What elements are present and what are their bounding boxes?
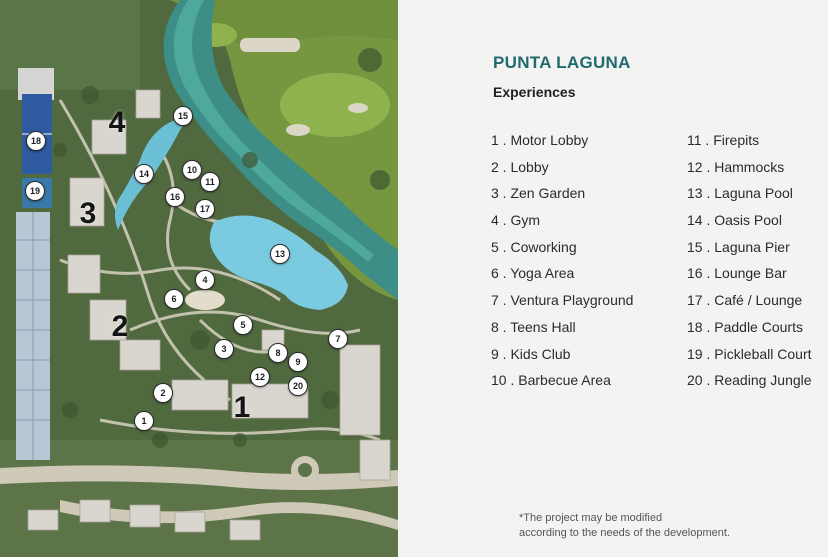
experiences-list-left	[491, 132, 633, 399]
experience-item-3	[491, 185, 633, 212]
page-title: PUNTA LAGUNA	[493, 53, 631, 72]
footnote-line-2: according to the needs of the development.	[519, 527, 730, 539]
experience-number: 1 .	[491, 132, 507, 148]
experience-label: Teens Hall	[510, 318, 576, 335]
experiences-list-right	[687, 132, 812, 399]
map-marker-8[interactable]: 8	[268, 343, 288, 363]
experience-item-13	[687, 185, 812, 212]
legend-panel	[398, 0, 828, 557]
experience-label: Lounge Bar	[714, 265, 787, 282]
experience-label: Zen Garden	[510, 185, 586, 202]
map-marker-16[interactable]: 16	[165, 187, 185, 207]
experience-number: 2 .	[491, 158, 507, 175]
experience-item-16	[687, 265, 812, 292]
experience-label: Café / Lounge	[714, 292, 803, 309]
experience-label: Yoga Area	[510, 265, 575, 282]
experience-label: Hammocks	[714, 158, 785, 175]
map-marker-10[interactable]: 10	[182, 160, 202, 180]
experience-item-11	[687, 132, 812, 159]
experience-label: Coworking	[510, 238, 577, 255]
map-marker-4[interactable]: 4	[195, 270, 215, 290]
experience-label: Paddle Courts	[714, 318, 803, 335]
experience-item-17	[687, 292, 812, 319]
map-marker-7[interactable]: 7	[328, 329, 348, 349]
map-marker-12[interactable]: 12	[250, 367, 270, 387]
map-marker-17[interactable]: 17	[195, 199, 215, 219]
experience-number: 15 .	[687, 238, 711, 255]
experience-number: 16 .	[687, 265, 711, 282]
experience-number: 6 .	[491, 265, 507, 282]
zone-label-3: 3	[79, 197, 97, 230]
experience-number: 10 .	[491, 372, 515, 389]
zone-label-1: 1	[233, 391, 251, 424]
site-map[interactable]	[0, 0, 398, 557]
experience-label: Motor Lobby	[510, 132, 589, 148]
experience-item-12	[687, 159, 812, 186]
experience-number: 12 .	[687, 158, 711, 175]
experience-number: 19 .	[687, 345, 711, 362]
experience-item-5	[491, 239, 633, 266]
experience-item-6	[491, 265, 633, 292]
experience-number: 5 .	[491, 238, 507, 255]
map-marker-13[interactable]: 13	[270, 244, 290, 264]
experience-label: Gym	[510, 212, 541, 229]
experience-item-10	[491, 372, 633, 399]
experience-label: Firepits	[713, 132, 760, 148]
experience-label: Laguna Pier	[714, 238, 790, 255]
experience-label: Reading Jungle	[714, 372, 812, 389]
map-marker-11[interactable]: 11	[200, 172, 220, 192]
map-marker-20[interactable]: 20	[288, 376, 308, 396]
zone-label-4: 4	[108, 106, 126, 139]
experience-item-19	[687, 346, 812, 373]
experience-number: 14 .	[687, 212, 711, 229]
experience-number: 3 .	[491, 185, 507, 202]
experience-number: 20 .	[687, 372, 711, 389]
experience-item-1	[491, 132, 633, 159]
experience-number: 11 .	[687, 132, 710, 148]
experience-item-14	[687, 212, 812, 239]
experience-label: Ventura Playground	[510, 292, 634, 309]
experience-number: 7 .	[491, 292, 507, 309]
experience-label: Laguna Pool	[714, 185, 793, 202]
disclaimer-footnote	[519, 511, 730, 541]
map-marker-2[interactable]: 2	[153, 383, 173, 403]
experience-number: 9 .	[491, 345, 507, 362]
experience-label: Pickleball Court	[714, 345, 812, 362]
experience-number: 13 .	[687, 185, 711, 202]
experience-item-4	[491, 212, 633, 239]
experience-item-8	[491, 319, 633, 346]
experience-item-15	[687, 239, 812, 266]
experience-label: Lobby	[510, 158, 549, 175]
experience-label: Kids Club	[510, 345, 571, 362]
experience-label: Barbecue Area	[518, 372, 611, 389]
map-marker-6[interactable]: 6	[164, 289, 184, 309]
experience-number: 18 .	[687, 318, 711, 335]
experience-item-18	[687, 319, 812, 346]
experience-number: 17 .	[687, 292, 711, 309]
map-marker-9[interactable]: 9	[288, 352, 308, 372]
experience-number: 8 .	[491, 318, 507, 335]
experience-item-20	[687, 372, 812, 399]
map-marker-18[interactable]: 18	[26, 131, 46, 151]
experience-item-7	[491, 292, 633, 319]
map-marker-19[interactable]: 19	[25, 181, 45, 201]
map-marker-3[interactable]: 3	[214, 339, 234, 359]
experience-item-9	[491, 346, 633, 373]
experience-label: Oasis Pool	[714, 212, 782, 229]
section-subtitle: Experiences	[493, 84, 576, 100]
map-marker-5[interactable]: 5	[233, 315, 253, 335]
experience-number: 4 .	[491, 212, 507, 229]
footnote-line-1: *The project may be modified	[519, 512, 663, 524]
zone-label-2: 2	[111, 310, 129, 343]
map-marker-14[interactable]: 14	[134, 164, 154, 184]
experience-item-2	[491, 159, 633, 186]
map-marker-1[interactable]: 1	[134, 411, 154, 431]
map-marker-15[interactable]: 15	[173, 106, 193, 126]
